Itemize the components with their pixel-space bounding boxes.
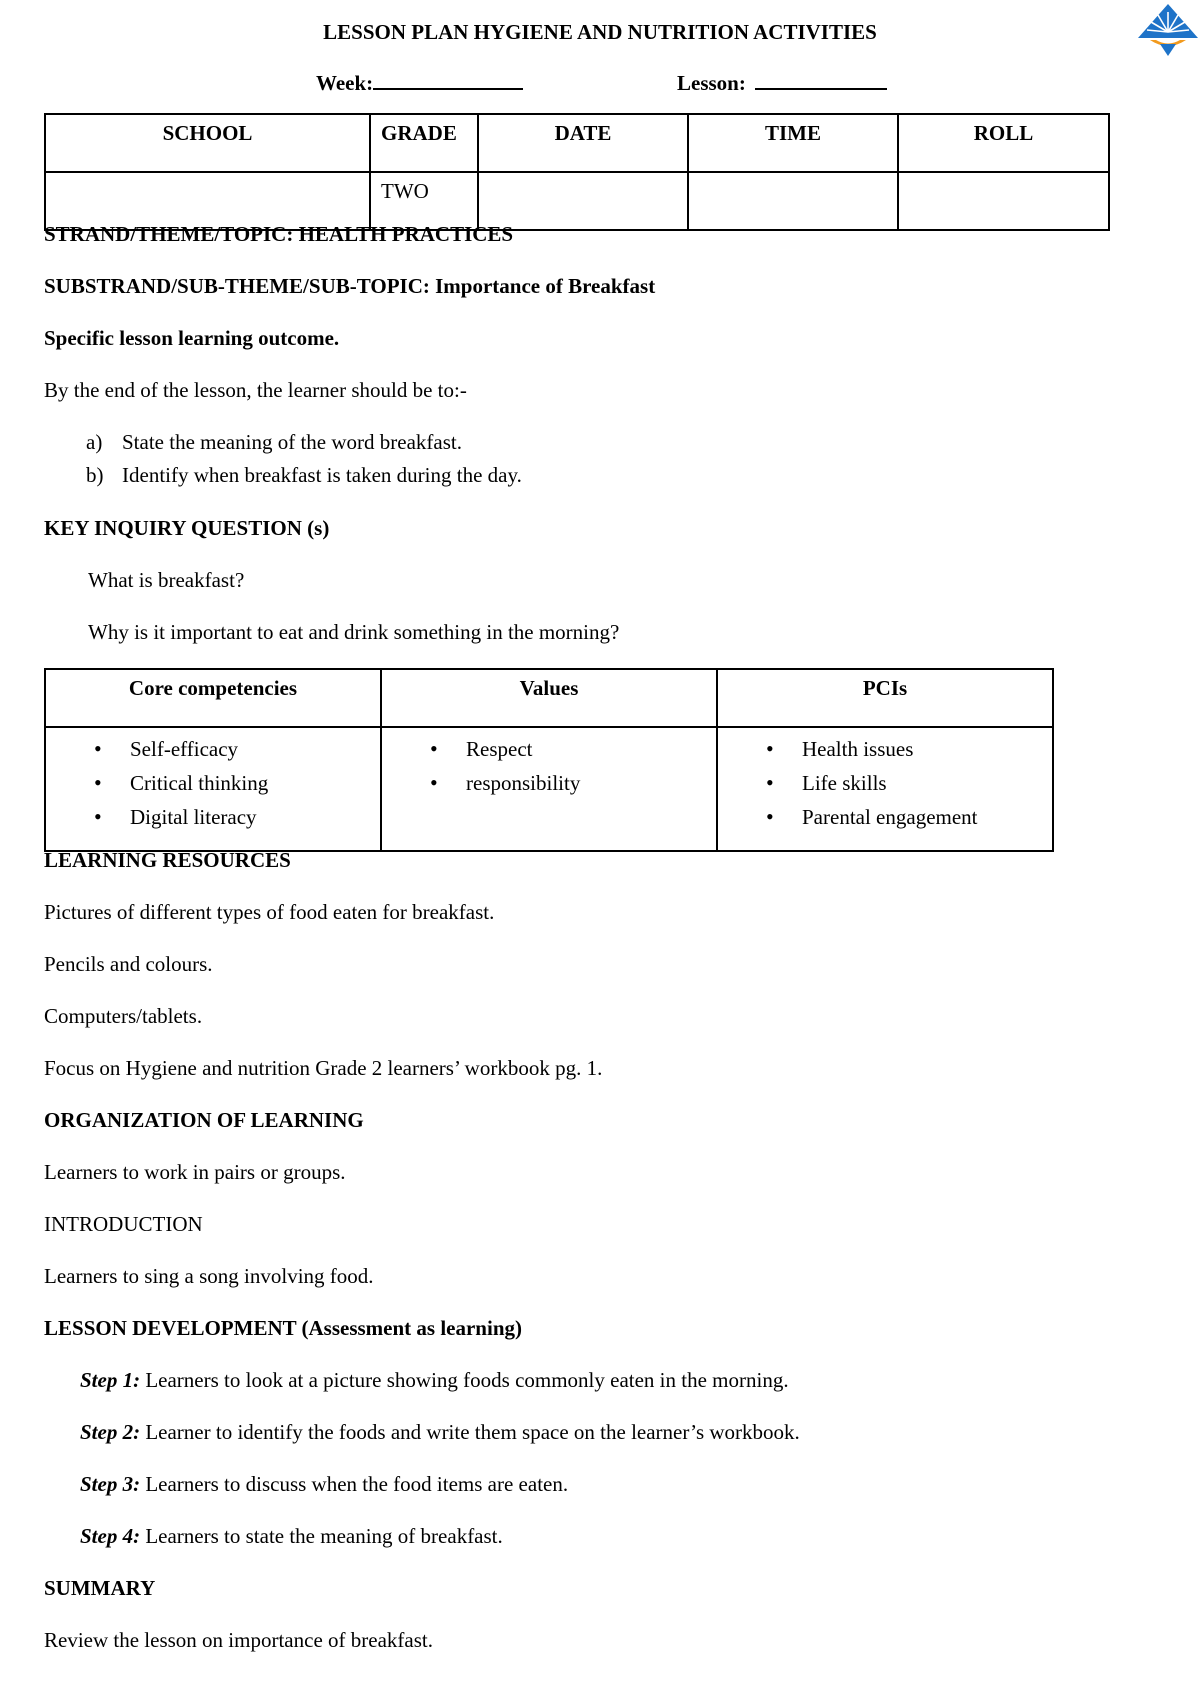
inquiry-heading: KEY INQUIRY QUESTION (s) bbox=[44, 516, 330, 540]
substrand-value: Importance of Breakfast bbox=[435, 274, 656, 298]
competency-table bbox=[44, 668, 1054, 852]
step-label: Step 3: bbox=[80, 1472, 141, 1496]
development-step bbox=[80, 1472, 568, 1497]
grade-value: TWO bbox=[370, 172, 478, 230]
list-item: • Respect bbox=[382, 732, 716, 766]
step-label: Step 1: bbox=[80, 1368, 141, 1392]
header-roll: ROLL bbox=[898, 114, 1109, 172]
step-text: Learners to discuss when the food items are eaten. bbox=[145, 1472, 569, 1496]
resource-item: Pictures of different types of food eaten for breakfast. bbox=[44, 900, 495, 924]
header-values: Values bbox=[381, 669, 717, 727]
list-item: • Self-efficacy bbox=[46, 732, 380, 766]
outcome-text: State the meaning of the word breakfast. bbox=[122, 430, 462, 454]
strand-label: STRAND/THEME/TOPIC: bbox=[44, 222, 294, 246]
pcis-list bbox=[718, 732, 1052, 834]
outcome-item-b bbox=[86, 463, 522, 488]
development-step bbox=[80, 1524, 503, 1549]
header-school: SCHOOL bbox=[45, 114, 370, 172]
outcome-intro: By the end of the lesson, the learner should be to:- bbox=[44, 378, 467, 402]
week-field bbox=[316, 68, 523, 96]
week-label: Week: bbox=[316, 71, 374, 95]
list-item: • Health issues bbox=[718, 732, 1052, 766]
strand-line bbox=[44, 222, 513, 247]
step-text: Learner to identify the foods and write them space on the learner’s workbook. bbox=[145, 1420, 800, 1444]
inquiry-question: Why is it important to eat and drink something in the morning? bbox=[88, 620, 620, 644]
summary-heading: SUMMARY bbox=[44, 1576, 156, 1600]
header-date: DATE bbox=[478, 114, 688, 172]
header-core-competencies: Core competencies bbox=[45, 669, 381, 727]
list-item: • Parental engagement bbox=[718, 800, 1052, 834]
strand-value: HEALTH PRACTICES bbox=[298, 222, 514, 246]
step-text: Learners to state the meaning of breakfast. bbox=[145, 1524, 503, 1548]
introduction-heading: INTRODUCTION bbox=[44, 1212, 203, 1236]
lesson-field bbox=[677, 68, 887, 96]
development-heading: LESSON DEVELOPMENT (Assessment as learning) bbox=[44, 1316, 522, 1340]
step-label: Step 4: bbox=[80, 1524, 141, 1548]
outcome-marker: a) bbox=[86, 430, 103, 454]
competency-content-row bbox=[45, 727, 1053, 851]
development-step bbox=[80, 1420, 800, 1445]
list-item: • Life skills bbox=[718, 766, 1052, 800]
resource-item: Focus on Hygiene and nutrition Grade 2 learners’ workbook pg. 1. bbox=[44, 1056, 603, 1080]
outcome-item-a bbox=[86, 430, 462, 455]
list-item: • Critical thinking bbox=[46, 766, 380, 800]
list-item: • Digital literacy bbox=[46, 800, 380, 834]
info-header-row bbox=[45, 114, 1109, 172]
organization-heading: ORGANIZATION OF LEARNING bbox=[44, 1108, 364, 1132]
lesson-label: Lesson: bbox=[677, 71, 746, 95]
outcome-marker: b) bbox=[86, 463, 104, 487]
outcome-heading: Specific lesson learning outcome. bbox=[44, 326, 340, 350]
core-competencies-list bbox=[46, 732, 380, 834]
pcis-cell bbox=[717, 727, 1053, 851]
resources-heading: LEARNING RESOURCES bbox=[44, 848, 291, 872]
roll-value bbox=[898, 172, 1109, 230]
info-table bbox=[44, 113, 1110, 231]
header-grade: GRADE bbox=[370, 114, 478, 172]
organization-text: Learners to work in pairs or groups. bbox=[44, 1160, 346, 1184]
values-cell bbox=[381, 727, 717, 851]
values-list bbox=[382, 732, 716, 800]
outcome-text: Identify when breakfast is taken during the day. bbox=[122, 463, 522, 487]
summary-text: Review the lesson on importance of breakfast. bbox=[44, 1628, 433, 1652]
resource-item: Computers/tablets. bbox=[44, 1004, 203, 1028]
step-text: Learners to look at a picture showing foods commonly eaten in the morning. bbox=[145, 1368, 789, 1392]
substrand-line bbox=[44, 274, 655, 299]
inquiry-question: What is breakfast? bbox=[88, 568, 245, 592]
core-competencies-cell bbox=[45, 727, 381, 851]
time-value bbox=[688, 172, 898, 230]
substrand-label: SUBSTRAND/SUB-THEME/SUB-TOPIC: bbox=[44, 274, 430, 298]
development-step bbox=[80, 1368, 789, 1393]
introduction-text: Learners to sing a song involving food. bbox=[44, 1264, 374, 1288]
step-label: Step 2: bbox=[80, 1420, 141, 1444]
week-blank bbox=[373, 68, 523, 90]
list-item: • responsibility bbox=[382, 766, 716, 800]
competency-header-row bbox=[45, 669, 1053, 727]
header-time: TIME bbox=[688, 114, 898, 172]
page-title: LESSON PLAN HYGIENE AND NUTRITION ACTIVITIES bbox=[323, 20, 877, 44]
resource-item: Pencils and colours. bbox=[44, 952, 213, 976]
lesson-blank bbox=[755, 68, 887, 90]
header-pcis: PCIs bbox=[717, 669, 1053, 727]
